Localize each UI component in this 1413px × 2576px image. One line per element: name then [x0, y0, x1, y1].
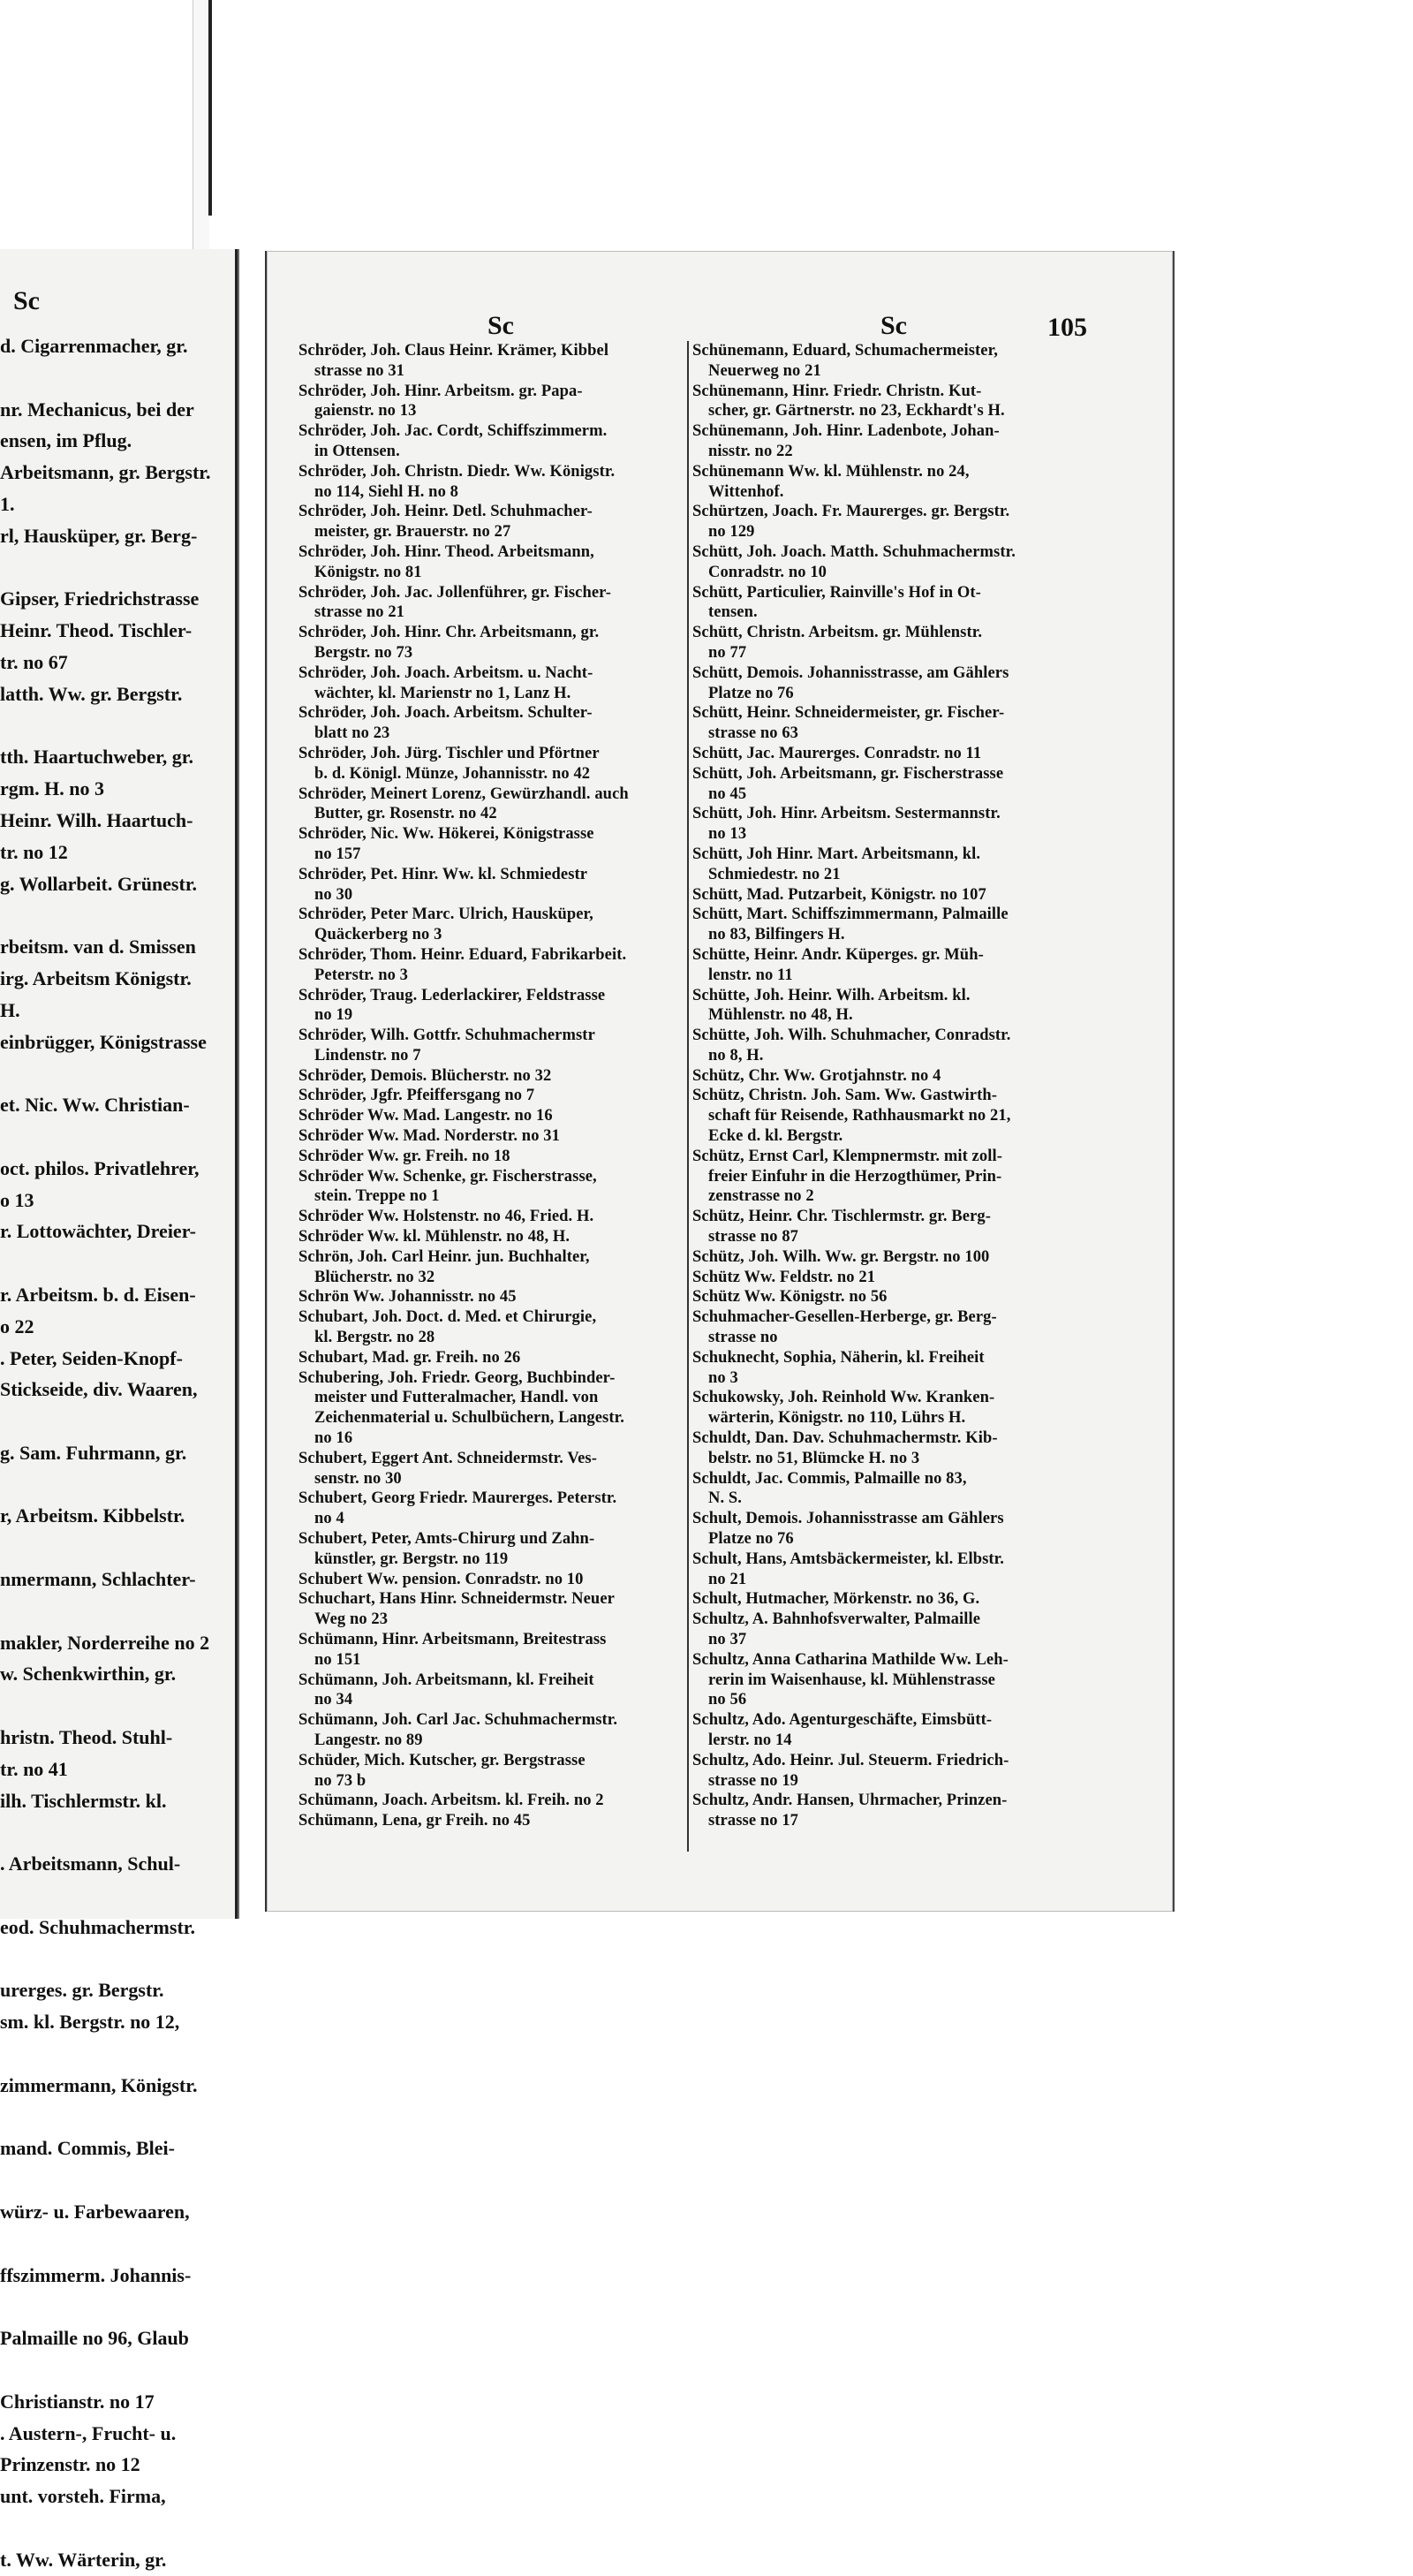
entry-line: no 3 — [708, 1368, 738, 1387]
entry-line: Schütt, Joh. Arbeitsmann, gr. Fischerstrasse — [692, 764, 1004, 783]
entry-line: Schümann, Hinr. Arbeitsmann, Breitestrass — [298, 1631, 607, 1648]
entry-line: Schubart, Joh. Doct. d. Med. et Chirurgie, — [298, 1308, 597, 1327]
entry-line: no 21 — [708, 1570, 747, 1588]
entry-line: makler, Norderreihe no 2 — [0, 1631, 210, 1654]
entry-line: unt. vorsteh. Firma, — [0, 2485, 166, 2508]
entry-line: Schümann, Joach. Arbeitsm. kl. Freih. no 2 — [298, 1792, 604, 1810]
left-page-text — [0, 330, 231, 2576]
entry-line: Schrön Ww. Johannisstr. no 45 — [298, 1288, 517, 1307]
entry-line: strasse no 17 — [708, 1812, 799, 1830]
entry-line: Schröder, Joh. Joach. Arbeitsm. Schulter- — [298, 704, 593, 723]
entry-line: stein. Treppe no 1 — [314, 1187, 440, 1206]
entry-line: no 4 — [314, 1510, 344, 1528]
entry-line: g. Wollarbeit. Grünestr. — [0, 872, 198, 895]
entry-line: o 13 — [0, 1188, 34, 1211]
entry-line: Schult, Demois. Johannisstrasse am Gählers — [692, 1510, 1004, 1528]
entry-line: Schütte, Joh. Heinr. Wilh. Arbeitsm. kl. — [692, 986, 971, 1004]
entry-line: Schütz Ww. Königstr. no 56 — [692, 1288, 888, 1307]
entry-line: lerstr. no 14 — [708, 1731, 792, 1749]
entry-line: Schuchart, Hans Hinr. Schneidermstr. Neuer — [298, 1590, 615, 1609]
entry-line: Schütz, Christn. Joh. Sam. Ww. Gastwirth- — [692, 1087, 998, 1105]
left-page-header: Sc — [13, 286, 40, 315]
entry-line: einbrügger, Königstrasse — [0, 1030, 207, 1053]
entry-line: nisstr. no 22 — [708, 442, 793, 460]
entry-line: et. Nic. Ww. Christian- — [0, 1094, 190, 1117]
entry-line: Platze no 76 — [708, 684, 794, 702]
entry-line — [0, 2228, 231, 2260]
entry-line: Schröder Ww. Mad. Norderstr. no 31 — [298, 1127, 560, 1146]
entry-line: r. Arbeitsm. b. d. Eisen- — [0, 1283, 196, 1306]
entry-line: no 34 — [314, 1691, 353, 1709]
entry-line: lenstr. no 11 — [708, 966, 793, 984]
entry-line — [0, 710, 231, 742]
entry-line: Schubert, Peter, Amts-Chirurg und Zahn- — [298, 1530, 595, 1549]
entry-line: tensen. — [708, 603, 758, 622]
entry-line: Peterstr. no 3 — [314, 966, 409, 984]
entry-line: Schütt, Heinr. Schneidermeister, gr. Fischer- — [692, 704, 1005, 723]
entry-line: eod. Schuhmachermstr. — [0, 1915, 196, 1938]
entry-line: Schult, Hutmacher, Mörkenstr. no 36, G. — [692, 1590, 980, 1609]
entry-line: Schröder, Joh. Jürg. Tischler und Pförtner — [298, 744, 600, 762]
entry-line: Schröder, Meinert Lorenz, Gewürzhandl. auch — [298, 784, 629, 803]
entry-line: Zeichenmaterial u. Schulbüchern, Langestr. — [314, 1409, 624, 1428]
entry-line: in Ottensen. — [314, 442, 400, 460]
entry-line: g. Sam. Fuhrmann, gr. — [0, 1441, 187, 1464]
entry-line: Schröder, Joh. Joach. Arbeitsm. u. Nacht- — [298, 663, 593, 682]
entry-line: Schümann, Joh. Arbeitsmann, kl. Freiheit — [298, 1671, 594, 1689]
entry-line: Stickseide, div. Waaren, — [0, 1378, 198, 1401]
entry-line: Schütz Ww. Feldstr. no 21 — [692, 1268, 876, 1286]
entry-line: Butter, gr. Rosenstr. no 42 — [314, 805, 497, 823]
entry-line: Schröder, Jgfr. Pfeiffersgang no 7 — [298, 1087, 535, 1105]
entry-line: Schümann, Joh. Carl Jac. Schuhmachermstr. — [298, 1711, 618, 1730]
entry-line: blatt no 23 — [314, 724, 390, 743]
entry-line: Gipser, Friedrichstrasse — [0, 587, 200, 610]
entry-line: no 19 — [314, 1006, 353, 1025]
entry-line: Schultz, Anna Catharina Mathilde Ww. Leh- — [692, 1650, 1009, 1669]
entry-line — [0, 1943, 231, 1975]
entry-line: no 37 — [708, 1631, 747, 1648]
entry-line: kl. Bergstr. no 28 — [314, 1329, 435, 1347]
entry-line: Schuldt, Jac. Commis, Palmaille no 83, — [692, 1469, 967, 1488]
entry-line: Palmaille no 96, Glaub — [0, 2327, 189, 2350]
entry-line: no 151 — [314, 1650, 361, 1669]
entry-line: Schütz, Heinr. Chr. Tischlermstr. gr. Berg- — [692, 1208, 991, 1226]
entry-line — [0, 552, 231, 584]
entry-line: latth. Ww. gr. Bergstr. — [0, 682, 183, 705]
entry-line — [0, 1405, 231, 1437]
entry-line: strasse no 19 — [708, 1771, 799, 1790]
entry-line: Schröder, Joh. Claus Heinr. Krämer, Kibbel — [298, 342, 609, 360]
entry-line: 1. — [0, 492, 15, 515]
entry-line: Schütt, Particulier, Rainville's Hof in Ot- — [692, 583, 981, 602]
entry-line: meister, gr. Brauerstr. no 27 — [314, 523, 511, 542]
entry-line: Schümann, Lena, gr Freih. no 45 — [298, 1812, 531, 1830]
left-page — [0, 249, 238, 2571]
entry-line: nr. Mechanicus, bei der — [0, 398, 194, 420]
entry-line: no 114, Siehl H. no 8 — [314, 482, 458, 501]
entry-line: Schuldt, Dan. Dav. Schuhmachermstr. Kib- — [692, 1429, 998, 1448]
entry-line: strasse no 21 — [314, 603, 405, 622]
entry-line: Schubering, Joh. Friedr. Georg, Buchbinder- — [298, 1368, 616, 1387]
entry-line: Schüder, Mich. Kutscher, gr. Bergstrasse — [298, 1751, 586, 1769]
entry-line: freier Einfuhr in die Herzogthümer, Prin- — [708, 1167, 1002, 1186]
entry-line: Schröder, Demois. Blücherstr. no 32 — [298, 1066, 552, 1085]
entry-line — [0, 1816, 231, 1848]
entry-line: tr. no 12 — [0, 840, 68, 863]
entry-line: Quäckerberg no 3 — [314, 926, 442, 944]
entry-line: Schütt, Mart. Schiffszimmermann, Palmaille — [692, 905, 1009, 924]
entry-line — [0, 2291, 231, 2322]
entry-line: Conradstr. no 10 — [708, 563, 827, 581]
entry-line: Schröder Ww. Mad. Langestr. no 16 — [298, 1107, 553, 1125]
entry-line — [0, 2164, 231, 2196]
entry-line: no 73 b — [314, 1771, 366, 1790]
entry-line: Heinr. Theod. Tischler- — [0, 619, 193, 642]
entry-line — [0, 2354, 231, 2386]
entry-line: irg. Arbeitsm Königstr. — [0, 966, 192, 989]
entry-line: tth. Haartuchweber, gr. — [0, 746, 193, 769]
entry-line — [0, 2512, 231, 2544]
entry-line: d. Cigarrenmacher, gr. — [0, 335, 188, 357]
entry-line: Schröder, Joh. Jac. Jollenführer, gr. Fischer- — [298, 583, 612, 602]
entry-line: Schubart, Mad. gr. Freih. no 26 — [298, 1348, 521, 1367]
entry-line: gaienstr. no 13 — [314, 402, 417, 420]
column-header-left: Sc — [487, 311, 514, 340]
entry-line: no 16 — [314, 1429, 353, 1448]
entry-line: no 56 — [708, 1691, 747, 1709]
entry-line: Schünemann, Hinr. Friedr. Christn. Kut- — [692, 382, 982, 400]
entry-line: Schütz, Joh. Wilh. Ww. gr. Bergstr. no 100 — [692, 1247, 990, 1266]
entry-line: Bergstr. no 73 — [314, 643, 413, 662]
entry-line: Schröder Ww. gr. Freih. no 18 — [298, 1147, 510, 1165]
entry-line: oct. philos. Privatlehrer, — [0, 1156, 200, 1179]
entry-line: w. Schenkwirthin, gr. — [0, 1663, 177, 1686]
entry-line: Schrön, Joh. Carl Heinr. jun. Buchhalter, — [298, 1247, 590, 1266]
entry-line: schaft für Reisende, Rathhausmarkt no 21, — [708, 1107, 1011, 1125]
entry-line: scher, gr. Gärtnerstr. no 23, Eckhardt's H. — [708, 402, 1005, 420]
entry-line — [0, 1532, 231, 1564]
entry-line: ensen, im Pflug. — [0, 429, 132, 452]
entry-line: rl, Hausküper, gr. Berg- — [0, 524, 198, 547]
entry-line: Schröder Ww. kl. Mühlenstr. no 48, H. — [298, 1228, 570, 1246]
entry-line — [0, 1595, 231, 1627]
entry-line: N. S. — [708, 1489, 743, 1508]
entry-line: rerin im Waisenhause, kl. Mühlenstrasse — [708, 1671, 995, 1689]
entry-line: Schultz, Ado. Heinr. Jul. Steuerm. Friedrich- — [692, 1751, 1009, 1769]
entry-line: strasse no 87 — [708, 1228, 799, 1246]
entry-line: no 8, H. — [708, 1046, 764, 1064]
entry-line: tr. no 67 — [0, 650, 68, 673]
entry-line: rgm. H. no 3 — [0, 777, 104, 800]
entry-line: Schütt, Demois. Johannisstrasse, am Gählers — [692, 663, 1009, 682]
entry-line: Arbeitsmann, gr. Bergstr. — [0, 461, 211, 484]
entry-line: rbeitsm. van d. Smissen — [0, 936, 196, 958]
entry-line: Langestr. no 89 — [314, 1731, 423, 1749]
entry-line — [0, 1057, 231, 1089]
entry-line: meister und Futteralmacher, Handl. von — [314, 1389, 599, 1407]
entry-line: Schuknecht, Sophia, Näherin, kl. Freiheit — [692, 1348, 985, 1367]
entry-line: ffszimmerm. Johannis- — [0, 2263, 192, 2286]
entry-line: Schubert Ww. pension. Conradstr. no 10 — [298, 1570, 584, 1588]
entry-line: strasse no 63 — [708, 724, 799, 743]
entry-line: Königstr. no 81 — [314, 563, 422, 581]
entry-line: Schröder Ww. Holstenstr. no 46, Fried. H. — [298, 1208, 594, 1226]
entry-line: Ecke d. kl. Bergstr. — [708, 1127, 843, 1146]
entry-line — [0, 1247, 231, 1279]
entry-line — [0, 1690, 231, 1722]
entry-line — [0, 899, 231, 931]
entry-line: sm. kl. Bergstr. no 12, — [0, 2011, 180, 2034]
directory-column-right — [692, 341, 1070, 1831]
entry-line: strasse no 31 — [314, 361, 405, 380]
entry-line: no 45 — [708, 784, 747, 803]
entry-line: H. — [0, 998, 20, 1021]
scan-margin-strip — [193, 0, 209, 249]
entry-line: tr. no 41 — [0, 1757, 68, 1780]
entry-line: Schröder, Joh. Christn. Diedr. Ww. Königstr. — [298, 462, 616, 481]
entry-line: Schürtzen, Joach. Fr. Maurerges. gr. Bergstr. — [692, 503, 1010, 521]
entry-line: zenstrasse no 2 — [708, 1187, 814, 1206]
entry-line: Schröder, Joh. Jac. Cordt, Schiffszimmerm. — [298, 422, 608, 441]
entry-line: mand. Commis, Blei- — [0, 2137, 175, 2160]
entry-line: Schütt, Joh Hinr. Mart. Arbeitsmann, kl. — [692, 845, 981, 863]
entry-line: Schuhmacher-Gesellen-Herberge, gr. Berg- — [692, 1308, 997, 1327]
entry-line: Neuerweg no 21 — [708, 361, 821, 380]
entry-line: wächter, kl. Marienstr no 1, Lanz H. — [314, 684, 571, 702]
entry-line: Christianstr. no 17 — [0, 2390, 155, 2413]
entry-line: Schubert, Georg Friedr. Maurerges. Peterstr. — [298, 1489, 617, 1508]
entry-line: . Arbeitsmann, Schul- — [0, 1852, 181, 1875]
entry-line: Schubert, Eggert Ant. Schneidermstr. Ves- — [298, 1449, 597, 1467]
entry-line: Schütt, Joh. Hinr. Arbeitsm. Sestermannstr. — [692, 805, 1001, 823]
entry-line: Schütz, Chr. Ww. Grotjahnstr. no 4 — [692, 1066, 941, 1085]
entry-line: no 157 — [314, 845, 361, 863]
entry-line: zimmermann, Königstr. — [0, 2073, 198, 2096]
entry-line: Schröder, Traug. Lederlackirer, Feldstrasse — [298, 986, 606, 1004]
entry-line: Wittenhof. — [708, 482, 784, 501]
entry-line: Schultz, Andr. Hansen, Uhrmacher, Prinzen- — [692, 1792, 1008, 1810]
entry-line: ilh. Tischlermstr. kl. — [0, 1789, 167, 1812]
entry-line: Schröder, Nic. Ww. Hökerei, Königstrasse — [298, 825, 594, 844]
entry-line: Schröder, Joh. Hinr. Arbeitsm. gr. Papa- — [298, 382, 583, 400]
entry-line: künstler, gr. Bergstr. no 119 — [314, 1549, 509, 1568]
entry-line: Lindenstr. no 7 — [314, 1046, 421, 1064]
entry-line: Schünemann, Eduard, Schumachermeister, — [692, 342, 998, 360]
entry-line: Schütte, Joh. Wilh. Schuhmacher, Conradstr. — [692, 1027, 1011, 1045]
entry-line: Schünemann, Joh. Hinr. Ladenbote, Johan- — [692, 422, 1000, 441]
entry-line: Schröder Ww. Schenke, gr. Fischerstrasse, — [298, 1167, 597, 1186]
entry-line: Schröder, Pet. Hinr. Ww. kl. Schmiedestr — [298, 865, 588, 883]
entry-line: . Peter, Seiden-Knopf- — [0, 1346, 183, 1369]
entry-line — [0, 1121, 231, 1153]
entry-line: Schröder, Peter Marc. Ulrich, Hausküper, — [298, 905, 593, 924]
entry-line — [0, 2102, 231, 2133]
page-number: 105 — [1047, 313, 1087, 342]
entry-line: Schütt, Mad. Putzarbeit, Königstr. no 107 — [692, 885, 986, 904]
entry-line: würz- u. Farbewaaren, — [0, 2201, 190, 2224]
entry-line — [0, 2038, 231, 2070]
entry-line: Schütte, Heinr. Andr. Küperges. gr. Müh- — [692, 945, 984, 964]
entry-line: Heinr. Wilh. Haartuch- — [0, 808, 193, 831]
entry-line: Schröder, Wilh. Gottfr. Schuhmachermstr — [298, 1027, 595, 1045]
entry-line: Blücherstr. no 32 — [314, 1268, 435, 1286]
entry-line: hristn. Theod. Stuhl- — [0, 1726, 173, 1749]
entry-line: Schünemann Ww. kl. Mühlenstr. no 24, — [692, 462, 970, 481]
entry-line: Schröder, Joh. Hinr. Theod. Arbeitsmann, — [298, 542, 594, 561]
entry-line: b. d. Königl. Münze, Johannisstr. no 42 — [314, 764, 591, 783]
entry-line: o 22 — [0, 1315, 34, 1337]
entry-line: Schukowsky, Joh. Reinhold Ww. Kranken- — [692, 1389, 995, 1407]
entry-line — [0, 362, 231, 394]
entry-line — [0, 1880, 231, 1912]
entry-line: Schütt, Jac. Maurerges. Conradstr. no 11 — [692, 744, 982, 762]
entry-line: Schmiedestr. no 21 — [708, 865, 841, 883]
entry-line: Schultz, Ado. Agenturgeschäfte, Eimsbütt- — [692, 1711, 993, 1730]
entry-line: Mühlenstr. no 48, H. — [708, 1006, 853, 1025]
entry-line: Schütz, Ernst Carl, Klempnermstr. mit zoll- — [692, 1147, 1002, 1165]
entry-line: no 13 — [708, 825, 747, 844]
entry-line: Platze no 76 — [708, 1530, 794, 1549]
column-header-right: Sc — [880, 311, 907, 340]
entry-line: Schult, Hans, Amtsbäckermeister, kl. Elbstr. — [692, 1549, 1005, 1568]
entry-line: Prinzenstr. no 12 — [0, 2453, 140, 2476]
entry-line: Schröder, Thom. Heinr. Eduard, Fabrikarbeit. — [298, 945, 627, 964]
entry-line: no 77 — [708, 643, 747, 662]
entry-line: no 129 — [708, 523, 755, 542]
entry-line: t. Ww. Wärterin, gr. — [0, 2548, 167, 2571]
entry-line: . Austern-, Frucht- u. — [0, 2421, 177, 2444]
entry-line: Schröder, Joh. Hinr. Chr. Arbeitsmann, gr. — [298, 624, 600, 642]
entry-line: r, Arbeitsm. Kibbelstr. — [0, 1504, 185, 1527]
column-divider — [687, 341, 689, 1852]
entry-line: no 30 — [314, 885, 353, 904]
scan-edge-mark — [208, 0, 212, 216]
entry-line — [0, 1469, 231, 1501]
entry-line: urerges. gr. Bergstr. — [0, 1979, 164, 2002]
entry-line: Schröder, Joh. Heinr. Detl. Schuhmacher- — [298, 503, 593, 521]
entry-line: Weg no 23 — [314, 1610, 389, 1629]
right-page — [265, 251, 1175, 1912]
entry-line: Schütt, Joh. Joach. Matth. Schuhmachermstr. — [692, 542, 1016, 561]
entry-line: Schütt, Christn. Arbeitsm. gr. Mühlenstr. — [692, 624, 983, 642]
entry-line: strasse no — [708, 1329, 778, 1347]
entry-line: wärterin, Königstr. no 110, Lührs H. — [708, 1409, 966, 1428]
entry-line: Schultz, A. Bahnhofsverwalter, Palmaille — [692, 1610, 981, 1629]
entry-line: r. Lottowächter, Dreier- — [0, 1220, 196, 1243]
directory-column-left — [298, 341, 685, 1831]
entry-line: no 83, Bilfingers H. — [708, 926, 845, 944]
entry-line: belstr. no 51, Blümcke H. no 3 — [708, 1449, 920, 1467]
entry-line: senstr. no 30 — [314, 1469, 402, 1488]
entry-line: nmermann, Schlachter- — [0, 1568, 196, 1591]
